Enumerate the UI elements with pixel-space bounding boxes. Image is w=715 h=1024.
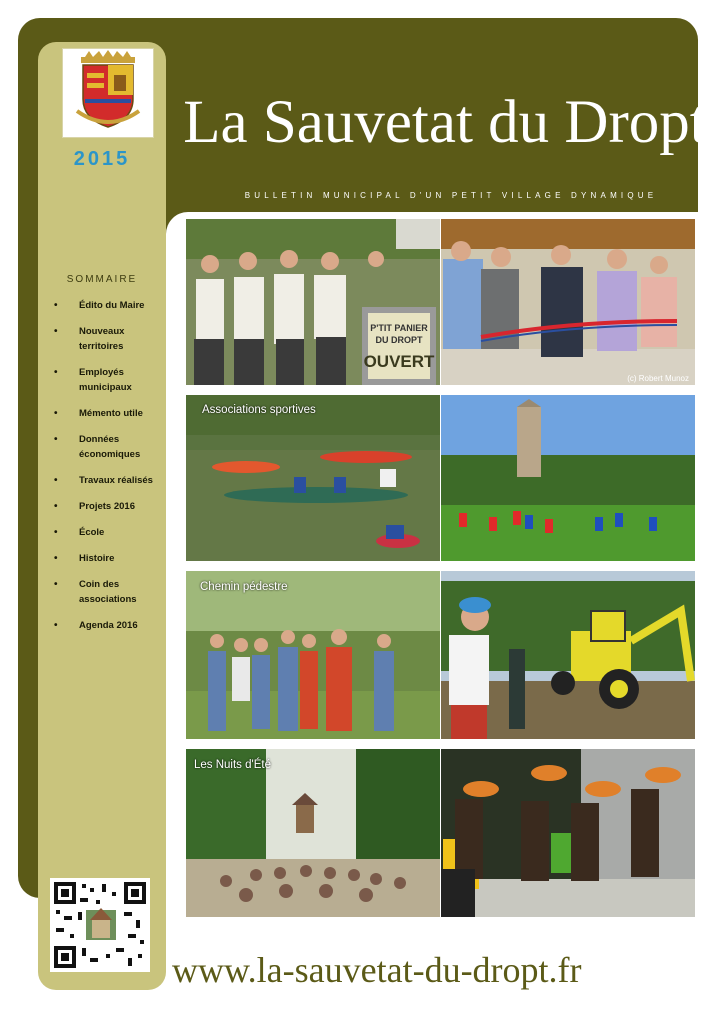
sign-line-1: P'TIT PANIER [370, 323, 428, 333]
website-link[interactable]: www.la-sauvetat-du-dropt.fr [172, 950, 582, 990]
coat-of-arms-icon [63, 49, 153, 137]
caption-walk: Chemin pédestre [200, 581, 288, 593]
photo-backhoe-works [441, 571, 695, 739]
toc-item-associations[interactable]: • Coin des associations [50, 577, 162, 607]
page-subtitle: BULLETIN MUNICIPAL D'UN PETIT VILLAGE DYNAMIQUE [244, 191, 658, 200]
qr-code-icon [50, 878, 150, 972]
sign-line-3: OUVERT [363, 352, 435, 371]
coat-of-arms-logo [62, 48, 154, 138]
page-title: La Sauvetat du Dropt [183, 89, 707, 156]
toc-item-employes[interactable]: • Employés municipaux [50, 365, 162, 395]
toc-item-projets[interactable]: • Projets 2016 [50, 499, 162, 514]
toc-item-histoire[interactable]: • Histoire [50, 551, 162, 566]
toc-item-edito[interactable]: • Édito du Maire [50, 298, 162, 313]
sign-line-2: DU DROPT [375, 335, 423, 345]
photo-stage-performance [441, 749, 695, 917]
photo-credit: (c) Robert Munoz [627, 374, 689, 383]
sommaire-heading: SOMMAIRE [66, 274, 138, 285]
photo-market-crowd [186, 219, 440, 385]
photo-ribbon-cutting [441, 219, 695, 385]
photo-canoeing [186, 395, 440, 561]
photo-football [441, 395, 695, 561]
qr-code[interactable] [50, 878, 150, 972]
toc-item-donnees[interactable]: • Données économiques [50, 432, 162, 462]
table-of-contents [50, 298, 162, 644]
year-label: 2015 [73, 148, 131, 170]
caption-nights: Les Nuits d'Été [194, 759, 271, 771]
toc-item-memento[interactable]: • Mémento utile [50, 406, 162, 421]
photo-hiking-group [186, 571, 440, 739]
caption-sports: Associations sportives [202, 404, 316, 416]
toc-item-territoires[interactable]: • Nouveaux territoires [50, 324, 162, 354]
toc-item-agenda[interactable]: • Agenda 2016 [50, 618, 162, 633]
toc-item-ecole[interactable]: • École [50, 525, 162, 540]
photo-summer-nights-audience [186, 749, 440, 917]
toc-item-travaux[interactable]: • Travaux réalisés [50, 473, 162, 488]
